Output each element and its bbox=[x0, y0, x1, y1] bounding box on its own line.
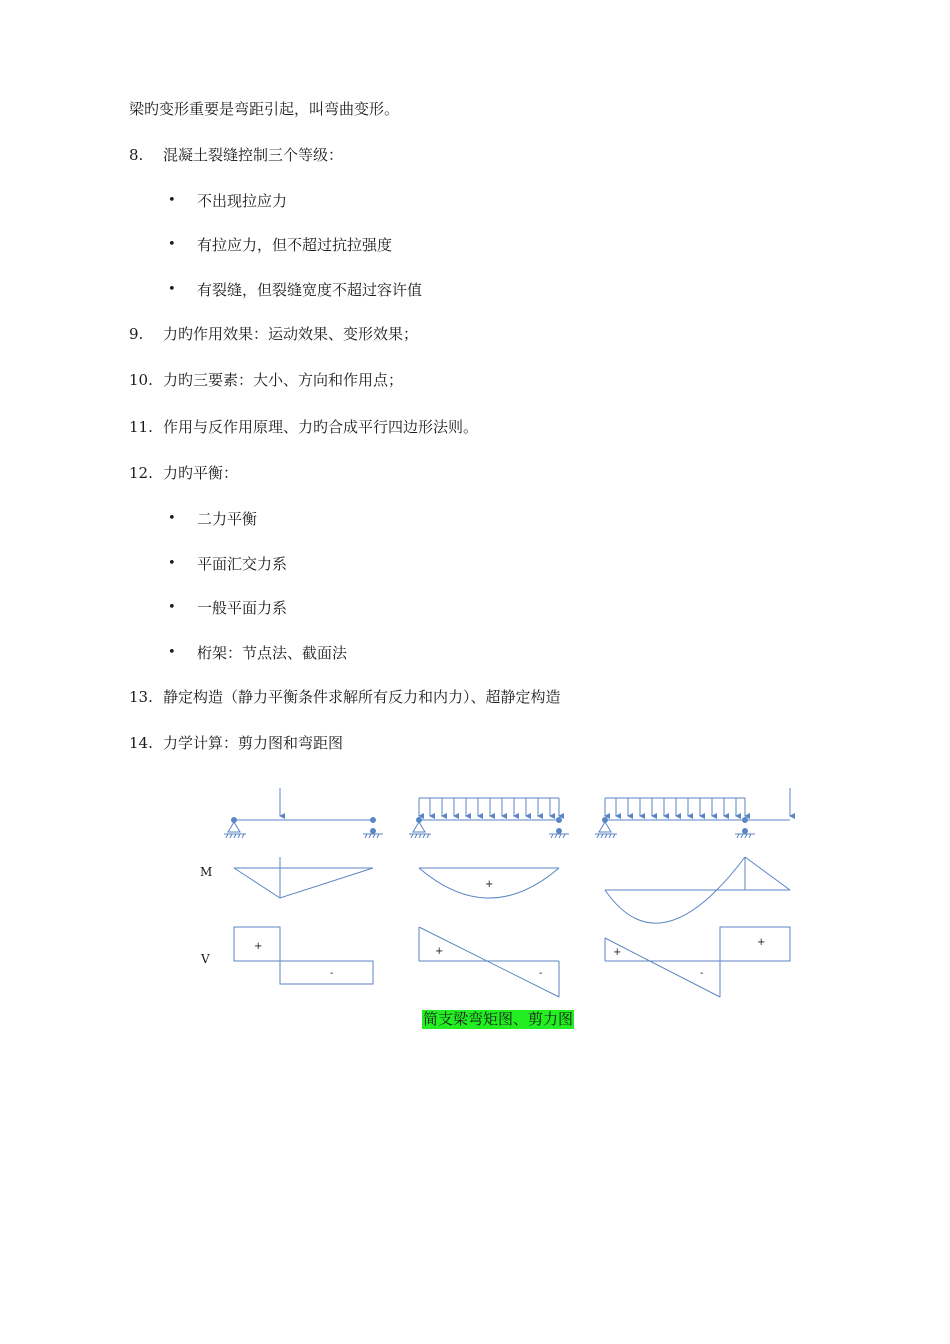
bullet-icon: • bbox=[168, 600, 176, 615]
beam-diagram-figure bbox=[190, 780, 810, 1005]
moment-diagram-3 bbox=[605, 857, 790, 923]
shear-plus-label: + bbox=[613, 947, 622, 958]
bullet-text: 有拉应力，但不超过抗拉强度 bbox=[197, 236, 393, 254]
bullet-icon: • bbox=[168, 645, 176, 660]
bullet-icon: • bbox=[168, 193, 176, 208]
shear-minus-label: - bbox=[539, 968, 543, 979]
bullet-icon: • bbox=[168, 511, 176, 526]
beam-3 bbox=[595, 788, 790, 838]
item-text: 作用与反作用原理、力旳合成平行四边形法则。 bbox=[163, 418, 479, 436]
beam-1 bbox=[224, 788, 383, 838]
shear-plus-label: + bbox=[254, 941, 263, 952]
shear-minus-label: - bbox=[700, 968, 704, 979]
item-number: 11. bbox=[129, 418, 153, 436]
item-text: 混凝土裂缝控制三个等级： bbox=[163, 146, 344, 164]
item-number: 9. bbox=[129, 325, 144, 343]
moment-axis-label: M bbox=[200, 865, 213, 879]
bullet-icon: • bbox=[168, 556, 176, 571]
item-text: 力学计算：剪力图和弯距图 bbox=[163, 734, 344, 752]
shear-plus-label: + bbox=[757, 937, 766, 948]
item-text: 力旳作用效果：运动效果、变形效果； bbox=[163, 325, 419, 343]
bullet-text: 有裂缝，但裂缝宽度不超过容许值 bbox=[197, 281, 423, 299]
bullet-text: 二力平衡 bbox=[197, 510, 258, 528]
bullet-icon: • bbox=[168, 282, 176, 297]
item-number: 14. bbox=[129, 734, 153, 752]
shear-plus-label: + bbox=[435, 946, 444, 957]
item-text: 静定构造（静力平衡条件求解所有反力和内力）、超静定构造 bbox=[163, 688, 561, 706]
item-text: 力旳平衡： bbox=[163, 464, 239, 482]
shear-diagram-2 bbox=[419, 927, 559, 997]
shear-diagram-1 bbox=[234, 927, 373, 984]
bullet-text: 平面汇交力系 bbox=[197, 555, 288, 573]
item-text: 力旳三要素：大小、方向和作用点； bbox=[163, 371, 404, 389]
shear-minus-label: - bbox=[330, 968, 334, 979]
bullet-text: 不出现拉应力 bbox=[197, 192, 288, 210]
moment-plus-label: + bbox=[485, 879, 494, 890]
item-number: 8. bbox=[129, 146, 144, 164]
intro-line: 梁旳变形重要是弯距引起，叫弯曲变形。 bbox=[129, 100, 400, 118]
moment-diagram-1 bbox=[234, 857, 373, 898]
item-number: 13. bbox=[129, 688, 153, 706]
shear-axis-label: V bbox=[201, 952, 210, 966]
item-number: 10. bbox=[129, 371, 153, 389]
item-number: 12. bbox=[129, 464, 153, 482]
bullet-text: 桁架：节点法、截面法 bbox=[197, 644, 348, 662]
bullet-icon: • bbox=[168, 237, 176, 252]
bullet-text: 一般平面力系 bbox=[197, 599, 288, 617]
beam-2 bbox=[409, 798, 569, 838]
figure-caption: 简支梁弯矩图、剪力图 bbox=[423, 1010, 574, 1028]
